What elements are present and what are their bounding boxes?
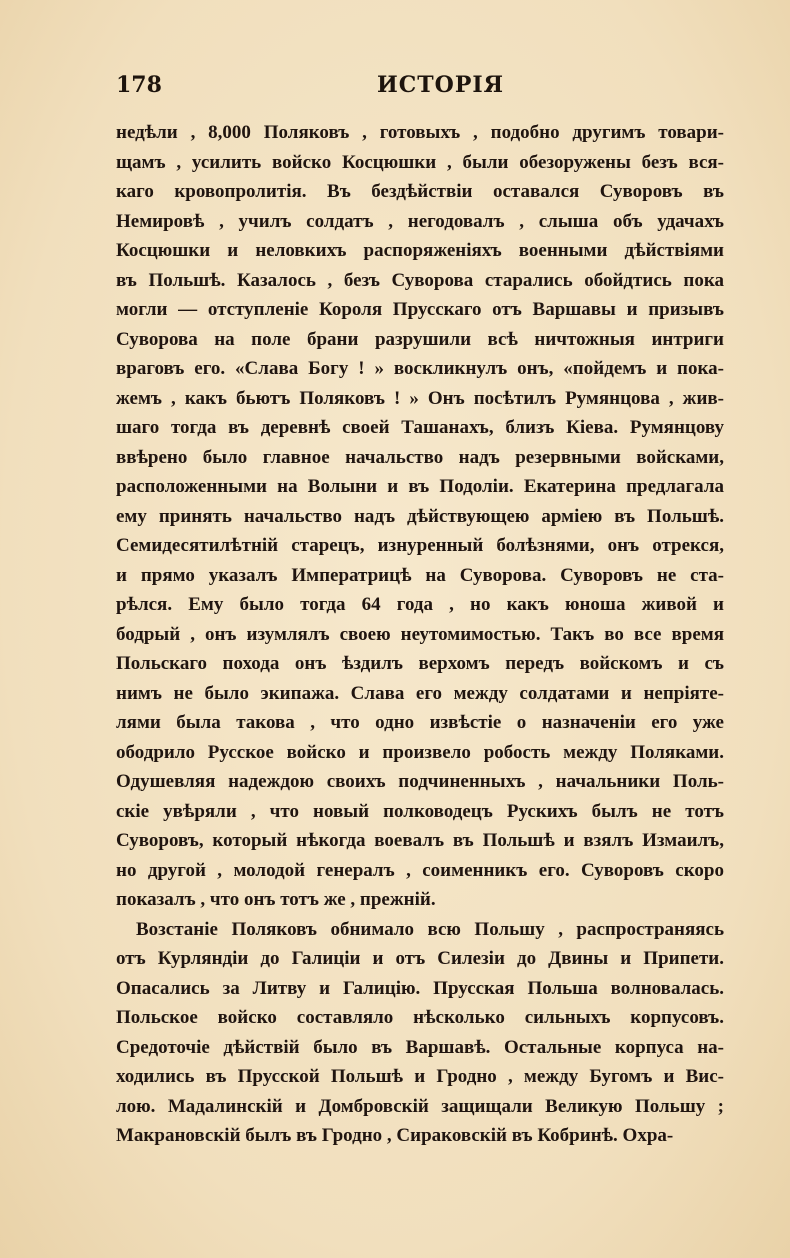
text-line: Суворова на поле брани разрушили всѣ ничтожныя интриги [116,328,724,350]
text-line: скіе увѣряли , что новый полководецъ Рускихъ былъ не тотъ [116,800,724,822]
text-line: отъ Курляндіи до Галиціи и отъ Силезіи до Двины и Припети. [116,948,724,969]
text-line: ввѣрено было главное начальство надъ резервными войсками, [116,446,724,468]
text-line: Семидесятилѣтній старецъ, изнуренный болѣзнями, онъ отрекся, [116,535,724,556]
text-line: Возстаніе Поляковъ обнимало всю Польшу , распространяясь [136,918,724,940]
text-line: нимъ не было экипажа. Слава его между солдатами и непріяте- [116,682,724,704]
text-line: и прямо указалъ Императрицѣ на Суворова. Суворовъ не ста- [116,564,724,586]
text-line: ободрило Русское войско и произвело робость между Поляками. [116,741,724,763]
text-line: показалъ , что онъ тотъ же , прежній. [116,889,436,910]
running-title: ИСТОРІЯ [377,72,505,98]
text-line: Макрановскій былъ въ Гродно , Сираковскій въ Кобринѣ. Охра- [116,1125,674,1146]
text-line: Средоточіе дѣйствій было въ Варшавѣ. Остальные корпуса на- [116,1036,724,1058]
text-line: враговъ его. «Слава Богу ! » воскликнулъ онъ, «пойдемъ и пока- [116,358,724,379]
text-line: щамъ , усилить войско Косцюшки , были обезоружены безъ вся- [116,151,724,173]
text-line: Польскаго похода онъ ѣздилъ верхомъ передъ войскомъ и съ [116,653,724,674]
text-line: Опасались за Литву и Галицію. Прусская Польша волновалась. [116,977,724,999]
text-line: Суворовъ, который нѣкогда воевалъ въ Польшѣ и взялъ Измаилъ, [116,830,724,851]
text-line: ему принять начальство надъ дѣйствующею арміею въ Польшѣ. [116,505,724,527]
text-line: шаго тогда въ деревнѣ своей Ташанахъ, близъ Кіева. Румянцову [116,417,724,438]
text-line: Польское войско составляло нѣсколько сильныхъ корпусовъ. [116,1007,724,1028]
page-header [112,72,724,106]
text-line: Одушевляя надеждою своихъ подчиненныхъ , начальники Поль- [116,771,724,792]
text-line: Немировѣ , училъ солдатъ , негодовалъ , слыша объ удачахъ [116,210,724,232]
text-line: рѣлся. Ему было тогда 64 года , но какъ юноша живой и [116,594,724,615]
text-line: расположенными на Волыни и въ Подоліи. Екатерина предлагала [116,476,724,497]
body-text [116,118,724,1151]
text-line: ходились въ Прусской Польшѣ и Гродно , между Бугомъ и Вис- [116,1066,724,1087]
text-line: бодрый , онъ изумлялъ своею неутомимостью. Такъ во все время [116,623,724,645]
page-number: 178 [116,72,162,98]
text-line: каго кровопролитія. Въ бездѣйствіи оставался Суворовъ въ [116,181,724,202]
text-line: недѣли , 8,000 Поляковъ , готовыхъ , подобно другимъ товари- [116,122,724,143]
text-line: но другой , молодой генералъ , соименникъ его. Суворовъ скоро [116,859,724,881]
text-line: въ Польшѣ. Казалось , безъ Суворова старались обойдтись пока [116,269,724,291]
text-line: Косцюшки и неловкихъ распоряженіяхъ военными дѣйствіями [116,240,724,261]
text-line: лою. Мадалинскій и Домбровскій защищали Великую Польшу ; [116,1095,724,1117]
text-line: могли — отступленіе Короля Прусскаго отъ Варшавы и призывъ [116,299,724,320]
text-line: лями была такова , что одно извѣстіе о назначеніи его уже [116,712,724,733]
text-line: жемъ , какъ бьютъ Поляковъ ! » Онъ посѣтилъ Румянцова , жив- [116,387,724,409]
